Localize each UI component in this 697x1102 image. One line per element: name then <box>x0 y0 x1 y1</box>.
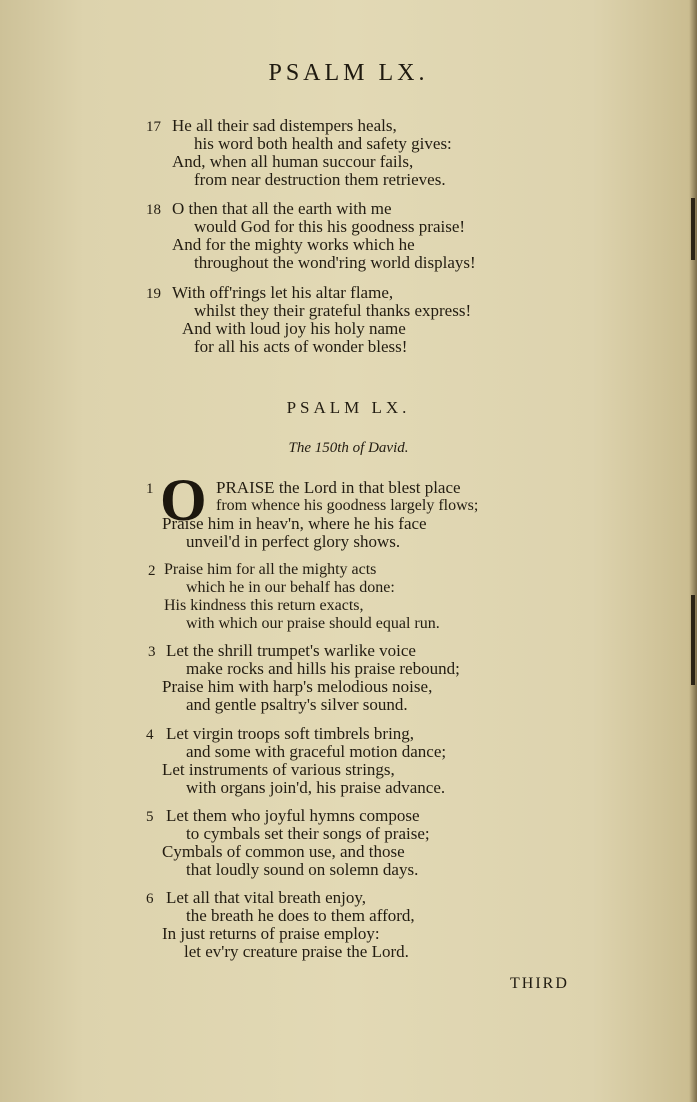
verse-line: Let all that vital breath enjoy, <box>166 888 366 907</box>
verse-line: Let the shrill trumpet's warlike voice <box>166 641 416 660</box>
verse-line: With off'rings let his altar flame, <box>172 283 394 302</box>
verse-line: with organs join'd, his praise advance. <box>186 778 446 797</box>
verse-line: And with loud joy his holy name <box>182 319 406 338</box>
stanza-number: 19 <box>146 286 161 302</box>
running-head: PSALM LX. <box>268 60 429 86</box>
verse-line: for all his acts of wonder bless! <box>194 337 408 356</box>
verse-line: Praise him for all the mighty acts <box>164 561 377 578</box>
verse-line: Let them who joyful hymns compose <box>166 806 420 825</box>
catchword: THIRD <box>510 975 569 992</box>
verse-line: make rocks and hills his praise rebound; <box>186 659 460 678</box>
verse-line: Let instruments of various strings, <box>162 760 395 779</box>
verse-line: Let virgin troops soft timbrels bring, <box>166 724 415 743</box>
stanza-number: 4 <box>146 727 154 743</box>
verse-line: from near destruction them retrieves. <box>194 170 446 189</box>
verse-line: unveil'd in perfect glory shows. <box>186 532 401 551</box>
stanza-number: 5 <box>146 809 154 825</box>
page-edge-shadow <box>689 0 697 1102</box>
verse-line: with which our praise should equal run. <box>186 615 440 632</box>
verse-line: throughout the wond'ring world displays! <box>194 253 476 272</box>
verse-line: O then that all the earth with me <box>172 199 392 218</box>
stanza-number: 17 <box>146 119 161 135</box>
stanza-number: 6 <box>146 891 154 907</box>
stanza-number: 3 <box>148 644 156 660</box>
verse-line: would God for this his goodness praise! <box>194 217 466 236</box>
verse-line: his word both health and safety gives: <box>194 134 452 153</box>
page-edge-mark-lower <box>691 595 695 685</box>
verse-line: PRAISE the Lord in that blest place <box>216 478 461 497</box>
verse-line: which he in our behalf has done: <box>186 579 395 596</box>
drop-capital: O <box>160 467 207 533</box>
verse-line: and gentle psaltry's silver sound. <box>186 695 408 714</box>
verse-line: And for the mighty works which he <box>172 235 415 254</box>
verse-line: He all their sad distempers heals, <box>172 116 397 135</box>
verse-line: to cymbals set their songs of praise; <box>186 824 430 843</box>
verse-line: and some with graceful motion dance; <box>186 742 447 761</box>
stanza-number: 18 <box>146 202 161 218</box>
verse-line: whilst they their grateful thanks express! <box>194 301 472 320</box>
stanza-number: 2 <box>148 563 156 579</box>
verse-line: And, when all human succour fails, <box>172 152 414 171</box>
verse-line: Praise him with harp's melodious noise, <box>162 677 433 696</box>
verse-line: Cymbals of common use, and those <box>162 842 405 861</box>
page-edge-mark-upper <box>691 198 695 260</box>
verse-line: let ev'ry creature praise the Lord. <box>184 942 409 961</box>
verse-line: that loudly sound on solemn days. <box>186 860 419 879</box>
verse-line: the breath he does to them afford, <box>186 906 415 925</box>
stanza-number: 1 <box>146 481 154 497</box>
verse-line: from whence his goodness largely flows; <box>216 497 479 514</box>
verse-line: Praise him in heav'n, where he his face <box>162 514 427 533</box>
psalm-heading: PSALM LX. <box>286 398 411 417</box>
verse-line: In just returns of praise employ: <box>162 924 380 943</box>
psalm-subheading: The 150th of David. <box>288 440 409 456</box>
verse-line: His kindness this return exacts, <box>164 597 364 614</box>
